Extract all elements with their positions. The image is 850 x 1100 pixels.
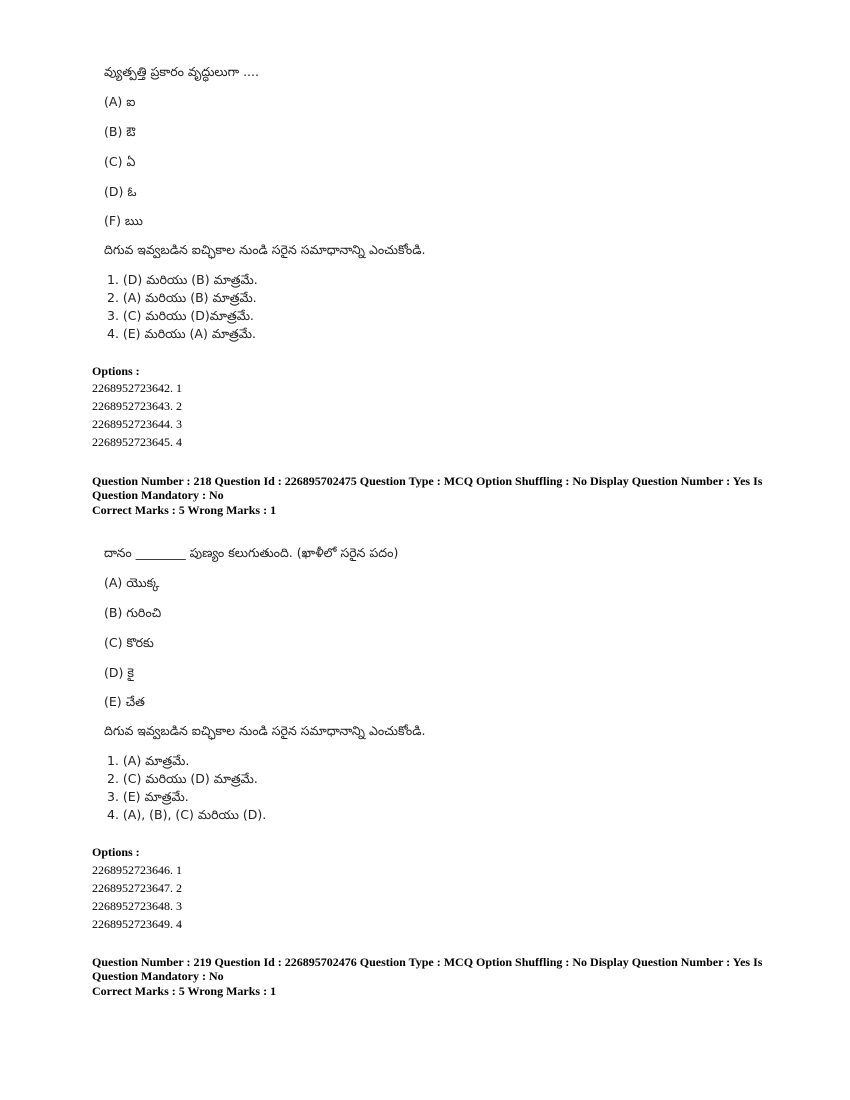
choice-e: (F) ఋ [104, 213, 143, 228]
option-id-2: 2268952723643. 2 [92, 399, 182, 413]
answer-option-1: 1. (D) మరియు (B) మాత్రమే. [107, 272, 258, 287]
option-id-4: 2268952723649. 4 [92, 917, 182, 931]
answer-option-2: 2. (A) మరియు (B) మాత్రమే. [107, 290, 257, 305]
answer-instruction: దిగువ ఇవ్వబడిన ఐచ్ఛికాల నుండి సరైన సమాధానాన్ని ఎంచుకోండి. [104, 723, 426, 738]
options-label: Options : [92, 364, 140, 378]
question-stem: వ్యుత్పత్తి ప్రకారం వృద్ధులుగా .... [104, 64, 259, 79]
answer-option-3: 3. (C) మరియు (D)మాత్రమే. [107, 308, 254, 323]
marks-line: Correct Marks : 5 Wrong Marks : 1 [92, 984, 277, 998]
answer-option-1: 1. (A) మాత్రమే. [107, 753, 190, 768]
option-id-2: 2268952723647. 2 [92, 881, 182, 895]
choice-a: (A) యొక్క [104, 575, 160, 590]
option-id-3: 2268952723648. 3 [92, 899, 182, 913]
option-id-1: 2268952723642. 1 [92, 381, 182, 395]
answer-option-2: 2. (C) మరియు (D) మాత్రమే. [107, 771, 258, 786]
choice-d: (D) ఓ [104, 184, 137, 199]
choice-a: (A) ఐ [104, 94, 136, 109]
option-id-3: 2268952723644. 3 [92, 417, 182, 431]
answer-option-4: 4. (A), (B), (C) మరియు (D). [107, 807, 267, 822]
choice-c: (C) కొరకు [104, 635, 154, 650]
question-stem: దానం ________ పుణ్యం కలుగుతుంది. (ఖాళీలో సరైన పదం) [104, 545, 399, 560]
question-meta-line1: Question Number : 219 Question Id : 226895702476 Question Type : MCQ Option Shuffling : No Display Question Number : Yes Is [92, 955, 763, 969]
question-meta-line2: Question Mandatory : No [92, 488, 224, 502]
question-meta-line1: Question Number : 218 Question Id : 226895702475 Question Type : MCQ Option Shuffling : No Display Question Number : Yes Is [92, 474, 763, 488]
option-id-1: 2268952723646. 1 [92, 863, 182, 877]
question-meta-line2: Question Mandatory : No [92, 969, 224, 983]
answer-instruction: దిగువ ఇవ్వబడిన ఐచ్ఛికాల నుండి సరైన సమాధానాన్ని ఎంచుకోండి. [104, 242, 426, 257]
options-label: Options : [92, 845, 140, 859]
answer-option-3: 3. (E) మాత్రమే. [107, 789, 189, 804]
option-id-4: 2268952723645. 4 [92, 435, 182, 449]
choice-d: (D) కై [104, 665, 134, 680]
choice-e: (E) చేత [104, 694, 145, 709]
marks-line: Correct Marks : 5 Wrong Marks : 1 [92, 503, 277, 517]
choice-b: (B) ఔ [104, 124, 136, 139]
answer-option-4: 4. (E) మరియు (A) మాత్రమే. [107, 326, 256, 341]
choice-c: (C) ఏ [104, 154, 136, 169]
choice-b: (B) గురించి [104, 605, 162, 620]
